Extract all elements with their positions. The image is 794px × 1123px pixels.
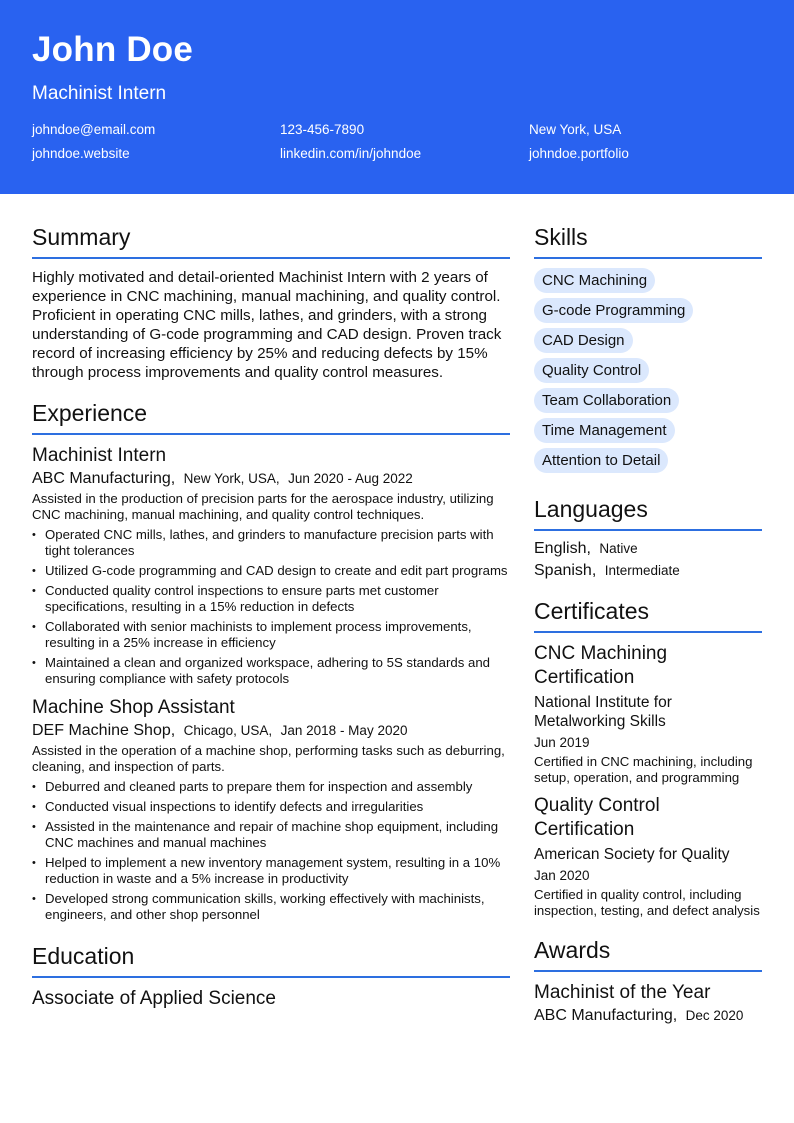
job-entry [32,697,510,923]
experience-heading: Experience [32,400,510,435]
job-bullet: • Operated CNC mills, lathes, and grinders to manufacture precision parts with tight tolerances [32,527,510,559]
job-dates: Jun 2020 - Aug 2022 [288,471,413,486]
job-bullet: • Utilized G-code programming and CAD design to create and edit part programs [32,563,510,579]
job-bullets [32,779,510,923]
job-dates: Jan 2018 - May 2020 [280,723,408,738]
job-title: Machinist Intern [32,445,167,466]
skills-section [534,224,762,478]
side-column [534,224,762,1025]
certificate-issuer: National Institute for Metalworking Skills [534,694,672,730]
languages-section [534,496,762,580]
job-entry [32,445,510,687]
certificates-section [534,598,762,919]
education-heading: Education [32,943,510,978]
certificate-date: Jun 2019 [534,735,590,750]
certificate-date: Jan 2020 [534,868,590,883]
skill-chip: Attention to Detail [534,448,668,473]
job-location: New York, USA, [183,471,280,486]
certificate-title: Quality Control Certification [534,795,660,840]
award-org: ABC Manufacturing, [534,1007,678,1024]
summary-section [32,224,510,382]
summary-text: Highly motivated and detail-oriented Machinist Intern with 2 years of experience in CNC machining, manual machining, and quality control. Proficient in operating CNC mills, lathes, and grinders, with a strong understanding of G-code programming and CAD design. Proven track record of increasing efficiency by 25% and reducing defects by 15% through process improvements and quality control measures. [32,269,502,381]
candidate-role: Machinist Intern [32,83,167,104]
job-description: Assisted in the operation of a machine shop, performing tasks such as deburring, cleaning, and inspection of parts. [32,743,505,774]
certificate-entry [534,794,762,919]
certificate-entry [534,642,762,786]
awards-heading: Awards [534,937,762,972]
job-meta [32,470,510,488]
skill-chip: G-code Programming [534,298,693,323]
certificate-description: Certified in quality control, including inspection, testing, and defect analysis [534,887,760,918]
award-title: Machinist of the Year [534,982,711,1003]
certificate-description: Certified in CNC machining, including setup, operation, and programming [534,754,753,785]
job-bullet: • Conducted visual inspections to identify defects and irregularities [32,799,510,815]
header-banner [0,0,794,194]
skill-chip: CNC Machining [534,268,655,293]
job-bullet: • Developed strong communication skills, working effectively with machinists, engineers, and other shop personnel [32,891,510,923]
language-level: Native [599,541,638,556]
job-bullet: • Maintained a clean and organized workspace, adhering to 5S standards and ensuring compliance with safety protocols [32,655,510,687]
skill-chip: CAD Design [534,328,633,353]
job-bullet: • Collaborated with senior machinists to implement process improvements, resulting in a 25% increase in efficiency [32,619,510,651]
contact-linkedin[interactable]: linkedin.com/in/johndoe [280,146,422,161]
main-column [32,224,510,1010]
contact-phone[interactable]: 123-456-7890 [280,122,365,137]
experience-section [32,400,510,923]
language-name: English, [534,540,591,557]
certificate-issuer: American Society for Quality [534,846,730,863]
job-bullet: • Assisted in the maintenance and repair of machine shop equipment, including CNC machines and manual machines [32,819,510,851]
contact-location: New York, USA [529,122,622,137]
job-bullet: • Conducted quality control inspections to ensure parts met customer specifications, resulting in a 15% reduction in defects [32,583,510,615]
skill-chip: Time Management [534,418,675,443]
education-degree: Associate of Applied Science [32,988,276,1009]
job-description: Assisted in the production of precision parts for the aerospace industry, utilizing CNC machining, manual machining, and quality control techniques. [32,491,494,522]
languages-heading: Languages [534,496,762,531]
job-bullet: • Deburred and cleaned parts to prepare them for inspection and assembly [32,779,510,795]
contact-portfolio[interactable]: johndoe.portfolio [529,146,629,161]
skills-heading: Skills [534,224,762,259]
education-section [32,943,510,1010]
summary-heading: Summary [32,224,510,259]
job-company: DEF Machine Shop, [32,722,176,739]
language-name: Spanish, [534,562,597,579]
job-title: Machine Shop Assistant [32,697,235,718]
certificates-heading: Certificates [534,598,762,633]
job-meta [32,722,510,740]
skill-chip: Quality Control [534,358,649,383]
job-bullets [32,527,510,687]
job-bullet: • Helped to implement a new inventory management system, resulting in a 10% reduction in waste and a 5% increase in productivity [32,855,510,887]
contact-email[interactable]: johndoe@email.com [32,122,156,137]
language-level: Intermediate [604,563,680,578]
job-company: ABC Manufacturing, [32,470,176,487]
candidate-name: John Doe [32,30,194,69]
job-location: Chicago, USA, [183,723,273,738]
award-date: Dec 2020 [685,1008,744,1023]
certificate-title: CNC Machining Certification [534,643,668,688]
awards-section [534,937,762,1025]
contact-website[interactable]: johndoe.website [32,146,130,161]
language-item [534,562,762,580]
language-item [534,540,762,558]
skill-chip: Team Collaboration [534,388,679,413]
award-meta [534,1007,762,1025]
skills-list [534,268,762,478]
